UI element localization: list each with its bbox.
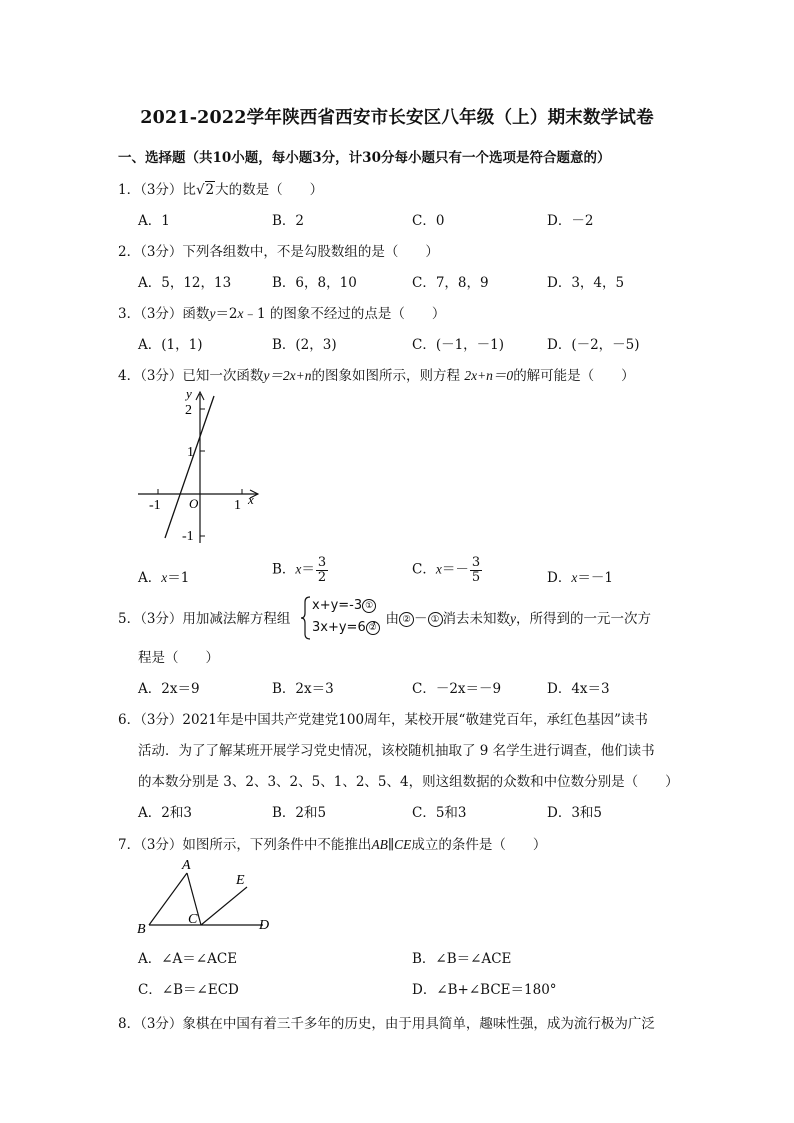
q2-option-c: C．7，8，9: [412, 275, 489, 291]
q1-option-c: C．0: [412, 213, 445, 229]
parallel-relation: AB∥CE: [371, 837, 412, 852]
function-expression: y＝2x+n: [263, 368, 312, 383]
question-3-prefix: 3．（3分）函数: [118, 306, 210, 322]
geometry-figure: [135, 855, 285, 935]
question-5-line2: 程是（ ）: [138, 650, 219, 666]
q3-option-c: C．(－1，－1): [412, 337, 505, 353]
q5-option-a: A．2x＝9: [138, 681, 200, 697]
q5-option-c: C．－2x＝－9: [412, 681, 502, 697]
y-tick-label-1: 1: [187, 445, 194, 460]
q2-option-d: D．3，4，5: [547, 275, 625, 291]
q2-option-a: A．5，12，13: [138, 275, 232, 291]
var-y: y: [209, 306, 216, 321]
equation-1: [312, 598, 376, 613]
point-a-label: A: [182, 858, 191, 873]
equation-1-text: x+y=-3: [312, 598, 363, 613]
fraction-denominator: 5: [471, 569, 481, 585]
question-6-line1: 6．（3分）2021年是中国共产党建党100周年，某校开展“敬建党百年，承红色基因”读书: [118, 712, 648, 728]
q7-option-b: B．∠B＝∠ACE: [412, 951, 512, 967]
eq-part: ＝2: [215, 306, 238, 322]
q5-option-d: D．4x＝3: [547, 681, 610, 697]
q6-option-c: C．5和3: [412, 805, 467, 821]
q3-option-d: D．(－2，－5): [547, 337, 640, 353]
q5-option-b: B．2x＝3: [272, 681, 334, 697]
question-3: [118, 302, 445, 322]
question-6-line3: 的本数分别是 3、2、3、2、5、1、2、5、4，则这组数据的众数和中位数分别是（ ）: [138, 774, 679, 790]
fraction: [316, 556, 328, 584]
q1-option-a: A．1: [138, 213, 170, 229]
question-4: [118, 364, 635, 384]
var-x: x: [435, 561, 442, 577]
y-axis-label: y: [186, 388, 192, 401]
var-x: x: [161, 570, 168, 585]
minus-sign: －: [414, 611, 428, 627]
q3-option-a: A．(1，1): [138, 337, 203, 353]
point-b-label: B: [137, 922, 146, 935]
equals-sign: ＝－: [441, 561, 469, 578]
linear-function-graph: [130, 388, 270, 548]
equals-sign: ＝: [301, 561, 315, 578]
var-y: y: [510, 611, 516, 626]
option-letter: C．: [412, 561, 436, 578]
text: ，所得到的一元一次方: [516, 611, 651, 627]
q4-option-d: [547, 566, 613, 586]
circled-1: ①: [362, 599, 376, 613]
equation-2: [312, 620, 380, 635]
section-heading: 一、选择题（共10小题，每小题3分，计30分每小题只有一个选项是符合题意的）: [118, 150, 611, 166]
ray-ce: [201, 887, 247, 925]
exam-title: 2021-2022学年陕西省西安市长安区八年级（上）期末数学试卷: [140, 108, 654, 128]
q6-option-d: D．3和5: [547, 805, 603, 821]
var-x: x: [295, 561, 302, 577]
fraction-denominator: 2: [317, 569, 327, 585]
q6-option-b: B．2和5: [272, 805, 327, 821]
question-6-line2: 活动．为了了解某班开展学习党史情况，该校随机抽取了 9 名学生进行调查，他们读书: [138, 743, 655, 759]
circled-1-ref: ①: [428, 612, 443, 627]
option-letter: A．: [138, 570, 162, 586]
option-letter: B．: [272, 561, 296, 578]
circled-2-ref: ②: [399, 612, 414, 627]
question-4-prefix: 4．（3分）已知一次函数: [118, 368, 264, 384]
question-5-prefix: 5．（3分）用加减法解方程组: [118, 611, 291, 627]
x-tick-label-1: 1: [234, 498, 241, 513]
question-3-suffix: ﹣1 的图象不经过的点是（ ）: [243, 306, 446, 322]
question-7-suffix: 成立的条件是（ ）: [411, 837, 547, 853]
q7-option-d: D．∠B+∠BCE＝180°: [412, 982, 557, 998]
left-brace-icon: [300, 596, 312, 640]
point-e-label: E: [236, 873, 245, 888]
q3-option-b: B．(2，3): [272, 337, 337, 353]
q1-option-b: B．2: [272, 213, 305, 229]
circled-2: ②: [366, 621, 380, 635]
x-axis-label: x: [248, 492, 254, 507]
segment-ab: [149, 873, 187, 925]
question-1-suffix: 大的数是（ ）: [215, 182, 324, 198]
question-1-prefix: 1．（3分）比: [118, 182, 196, 198]
equation-2-text: 3x+y=6: [312, 620, 366, 635]
q4-option-a: [138, 566, 189, 586]
fraction: [470, 556, 482, 584]
q2-option-b: B．6，8，10: [272, 275, 357, 291]
var-x: x: [237, 306, 244, 321]
point-c-label: C: [188, 912, 198, 927]
fraction-numerator: 3: [317, 555, 327, 570]
q1-option-d: D．－2: [547, 213, 594, 229]
fraction-numerator: 3: [471, 555, 481, 570]
text: ，由: [372, 611, 399, 627]
option-value: ＝1: [167, 570, 190, 586]
question-2: 2．（3分）下列各组数中，不是勾股数组的是（ ）: [118, 244, 439, 260]
q6-option-a: A．2和3: [138, 805, 192, 821]
var-x: x: [571, 570, 578, 585]
question-7-prefix: 7．（3分）如图所示，下列条件中不能推出: [118, 837, 372, 853]
sqrt-symbol: √: [195, 182, 205, 198]
q4-option-b: [272, 556, 329, 584]
sqrt-radicand: 2: [205, 182, 215, 198]
question-4-mid: 的图象如图所示，则方程: [311, 368, 465, 384]
equation-expression: 2x+n＝0: [464, 368, 514, 383]
question-5-suffix: [372, 607, 651, 627]
sqrt-expression: [196, 182, 215, 198]
question-8-line1: 8．（3分）象棋在中国有着三千多年的历史，由于用具简单，趣味性强，成为流行极为广泛: [118, 1016, 655, 1032]
q7-option-c: C．∠B＝∠ECD: [138, 982, 239, 998]
option-value: ＝－1: [577, 570, 613, 586]
q7-option-a: A．∠A＝∠ACE: [138, 951, 238, 967]
x-tick-label-minus1: -1: [149, 498, 161, 513]
y-tick-label-minus1: -1: [182, 529, 194, 544]
origin-label: O: [189, 496, 199, 511]
option-letter: D．: [547, 570, 572, 586]
y-tick-label-2: 2: [185, 403, 192, 418]
question-4-suffix: 的解可能是（ ）: [513, 368, 635, 384]
question-7: [118, 833, 546, 853]
question-1: [118, 178, 323, 198]
text: 消去未知数: [442, 611, 510, 627]
point-d-label: D: [259, 918, 270, 933]
q4-option-c: [412, 556, 483, 584]
